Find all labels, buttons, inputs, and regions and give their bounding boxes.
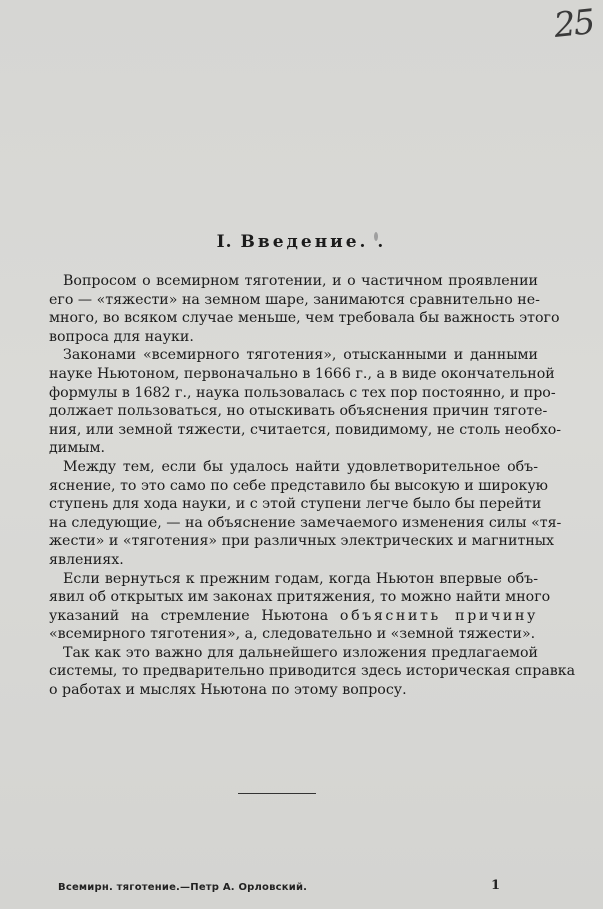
body-text: [49, 272, 576, 700]
text-line: яснение, то это само по себе представило бы высокую и широкую: [49, 477, 549, 494]
text-line: системы, то предварительно приводится здесь историческая справка: [49, 663, 576, 680]
paragraph-2: [49, 346, 562, 458]
text-line: много, во всяком случае меньше, чем требовала бы важность этого: [49, 310, 560, 327]
text-line: жести» и «тяготения» при различных электрических и магнитных: [49, 533, 555, 550]
text-line-prefix: указаний на стремление Ньютона: [49, 607, 329, 624]
section-number: I.: [216, 232, 233, 252]
text-line: ступень для хода науки, и с этой ступени легче было бы перейти: [49, 496, 542, 513]
paragraph-5: [49, 644, 576, 700]
section-title-text: Введение. .: [240, 232, 387, 252]
text-line: «всемирного тяготения», а, следовательно и «земной тяжести».: [49, 626, 536, 643]
text-line: ния, или земной тяжести, считается, повидимому, не столь необхо-: [49, 421, 562, 438]
text-line: его — «тяжести» на земном шаре, занимаются сравнительно не-: [49, 291, 540, 308]
text-line: явлениях.: [49, 551, 124, 568]
spaced-emphasis: объяснить причину: [339, 607, 538, 624]
footer-running-title: Всемирн. тяготение.—Петр А. Орловский.: [58, 882, 308, 893]
text-line: Вопросом о всемирном тяготении, и о частичном проявлении: [63, 273, 538, 289]
section-divider: [238, 793, 316, 794]
text-line: Законами «всемирного тяготения», отысканными и данными: [63, 347, 538, 364]
text-line: явил об открытых им законах притяжения, то можно найти много: [49, 589, 551, 606]
paragraph-3: [49, 458, 562, 570]
section-title: [0, 232, 603, 252]
text-line: о работах и мыслях Ньютона по этому вопросу.: [49, 682, 407, 699]
paragraph-4: [49, 570, 551, 644]
text-line: Между тем, если бы удалось найти удовлетворительное объ-: [63, 458, 538, 475]
text-line-emphasis: [49, 607, 538, 626]
text-line: вопроса для науки.: [49, 328, 194, 345]
handwritten-page-number: 25: [551, 2, 595, 46]
text-line: на следующие, — на объяснение замечаемого изменения силы «тя-: [49, 514, 562, 531]
text-line: науке Ньютоном, первоначально в 1666 г., а в виде окончательной: [49, 365, 555, 382]
paragraph-1: [49, 272, 560, 346]
text-line: должает пользоваться, но отыскивать объяснения причин тяготе-: [49, 403, 548, 420]
text-line: Так как это важно для дальнейшего изложения предлагаемой: [63, 644, 538, 661]
text-line: димым.: [49, 440, 106, 457]
footer-signature-mark: 1: [491, 878, 501, 893]
text-line: Если вернуться к прежним годам, когда Ньютон впервые объ-: [63, 570, 538, 587]
text-line: формулы в 1682 г., наука пользовалась с тех пор постоянно, и про-: [49, 384, 556, 401]
